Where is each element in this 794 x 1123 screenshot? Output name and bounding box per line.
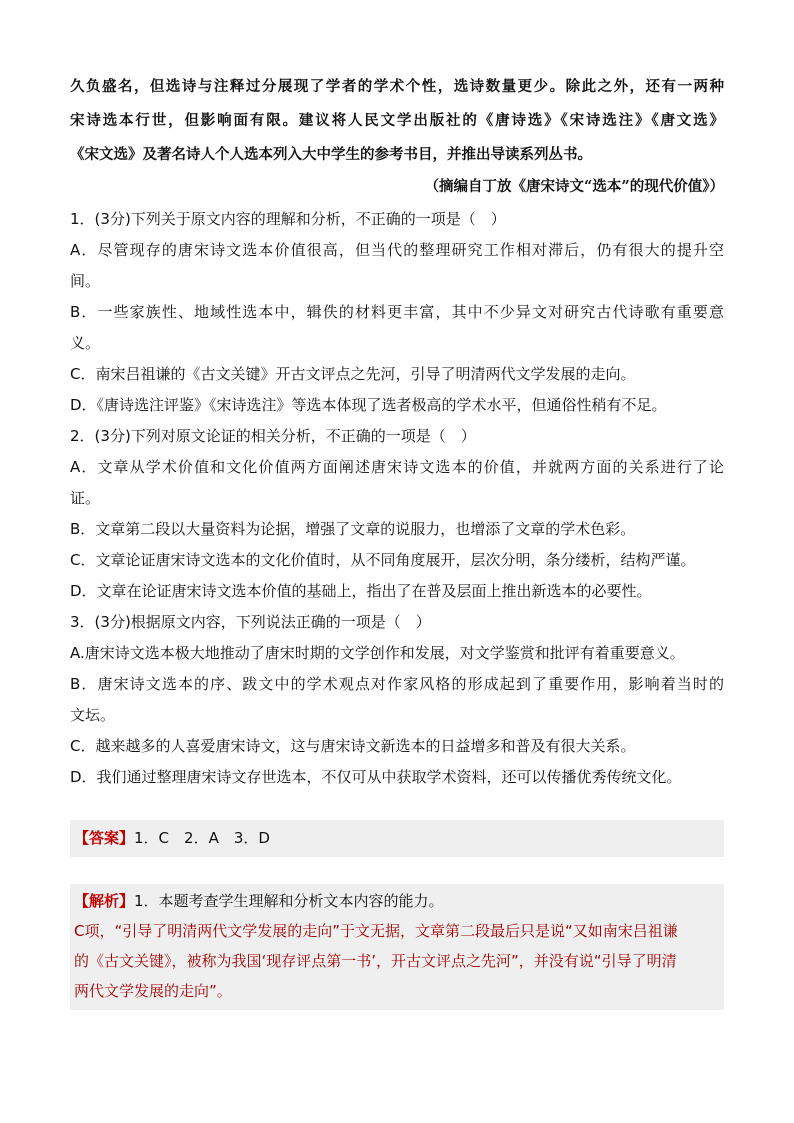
passage bbox=[70, 70, 724, 202]
option: B．文章第二段以大量资料为论据，增强了文章的说服力，也增添了文章的学术色彩。 bbox=[70, 520, 636, 538]
option: D．《唐诗选注评鉴》《宋诗选注》等选本体现了选者极高的学术水平，但通俗性稍有不足。 bbox=[70, 396, 667, 414]
option: A．尽管现存的唐宋诗文选本价值很高，但当代的整理研究工作相对滞后，仍有很大的提升空 bbox=[70, 241, 724, 259]
passage-line: 久负盛名，但选诗与注释过分展现了学者的学术个性，选诗数量更少。除此之外，还有一两种 bbox=[70, 78, 724, 95]
question-stem: 1．(3分)下列关于原文内容的理解和分析，不正确的一项是（ ） bbox=[70, 210, 506, 228]
analysis-box bbox=[70, 884, 724, 1010]
option-continuation: 文坛。 bbox=[70, 706, 116, 724]
passage-line: 《宋文选》及著名诗人个人选本列入大中学生的参考书目，并推出导读系列丛书。 bbox=[70, 146, 592, 163]
option: B．一些家族性、地域性选本中，辑佚的材料更丰富，其中不少异文对研究古代诗歌有重要意 bbox=[70, 303, 724, 321]
analysis-line: C项，“引导了明清两代文学发展的走向”于文无据，文章第二段最后只是说“又如南宋吕祖谦 bbox=[74, 922, 678, 940]
question-stem: 2．(3分)下列对原文论证的相关分析，不正确的一项是（ ） bbox=[70, 427, 476, 445]
analysis-line: 两代文学发展的走向”。 bbox=[74, 982, 232, 1000]
option-continuation: 义。 bbox=[70, 334, 101, 352]
answer-text: 1．C 2．A 3．D bbox=[134, 829, 270, 847]
analysis-line: 的《古文关键》，被称为我国‘现存评点第一书’，开古文评点之先河”，并没有说“引导了明清 bbox=[74, 952, 677, 970]
option: D．我们通过整理唐宋诗文存世选本，不仅可从中获取学术资料，还可以传播优秀传统文化。 bbox=[70, 768, 682, 786]
option: C．文章论证唐宋诗文选本的文化价值时，从不同角度展开，层次分明，条分缕析，结构严谨。 bbox=[70, 551, 696, 569]
passage-source: （摘编自丁放《唐宋诗文“选本”的现代价值》） bbox=[424, 178, 724, 195]
option: A.唐宋诗文选本极大地推动了唐宋时期的文学创作和发展，对文学鉴赏和批评有着重要意义。 bbox=[70, 644, 685, 662]
analysis-intro: 1．本题考查学生理解和分析文本内容的能力。 bbox=[134, 892, 444, 910]
option-continuation: 间。 bbox=[70, 272, 101, 290]
document-page bbox=[70, 70, 724, 793]
answer-box bbox=[70, 820, 724, 857]
option-continuation: 证。 bbox=[70, 489, 101, 507]
option: C．越来越多的人喜爱唐宋诗文，这与唐宋诗文新选本的日益增多和普及有很大关系。 bbox=[70, 737, 636, 755]
analysis-tag: 【解析】 bbox=[74, 892, 135, 910]
option: A．文章从学术价值和文化价值两方面阐述唐宋诗文选本的价值，并就两方面的关系进行了论 bbox=[70, 458, 724, 476]
passage-line: 宋诗选本行世，但影响面有限。建议将人民文学出版社的《唐诗选》《宋诗选注》《唐文选》 bbox=[70, 112, 724, 129]
question-stem: 3．(3分)根据原文内容，下列说法正确的一项是（ ） bbox=[70, 613, 431, 631]
option: B．唐宋诗文选本的序、跋文中的学术观点对作家风格的形成起到了重要作用，影响着当时的 bbox=[70, 675, 724, 693]
questions bbox=[70, 204, 724, 793]
option: D．文章在论证唐宋诗文选本价值的基础上，指出了在普及层面上推出新选本的必要性。 bbox=[70, 582, 652, 600]
answer-tag: 【答案】 bbox=[74, 829, 135, 847]
option: C．南宋吕祖谦的《古文关键》开古文评点之先河，引导了明清两代文学发展的走向。 bbox=[70, 365, 636, 383]
